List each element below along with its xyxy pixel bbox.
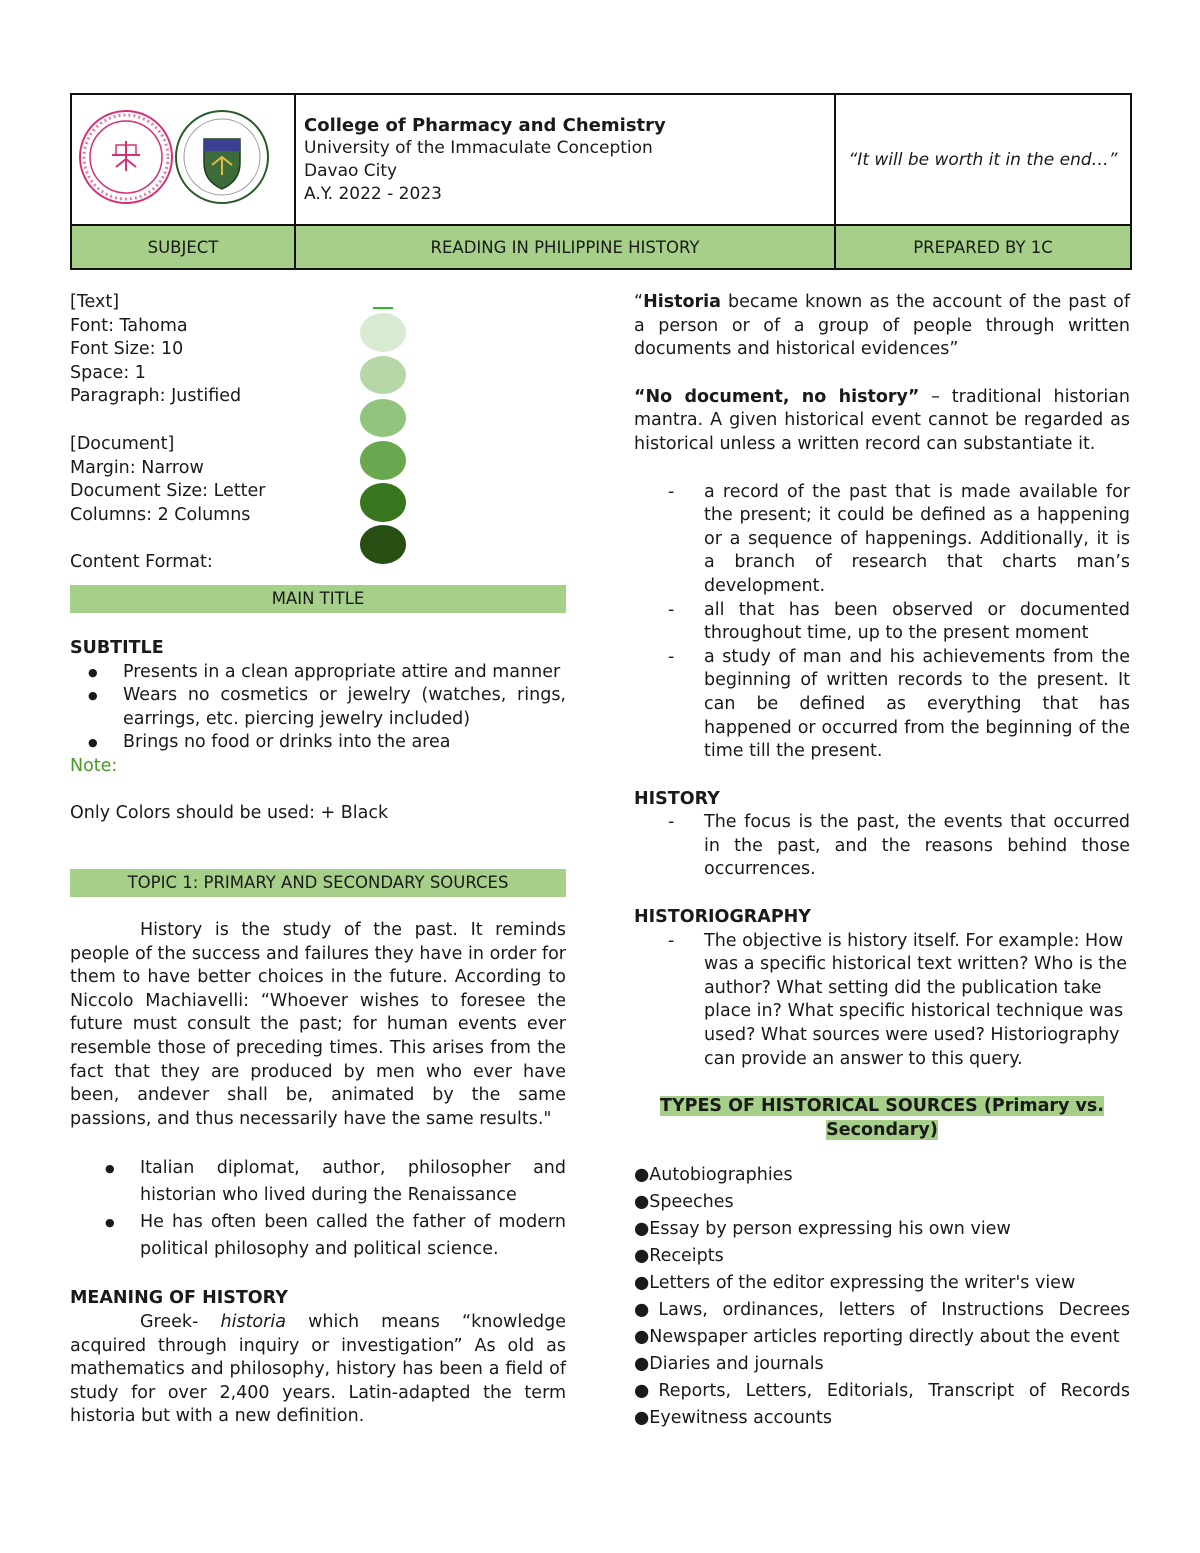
university-name: University of the Immaculate Conception	[304, 137, 653, 158]
historiography-def-list	[634, 930, 1130, 1072]
list-item: ●Laws, ordinances, letters of Instructions Decrees	[634, 1300, 1130, 1321]
list-item: ● Presents in a clean appropriate attire and manner	[123, 661, 566, 685]
meaning-paragraph	[70, 1311, 566, 1429]
logos-cell	[71, 94, 295, 225]
quote-open: “	[634, 292, 644, 312]
greek-word: historia	[220, 1312, 286, 1333]
academic-year: A.Y. 2022 - 2023	[304, 183, 442, 204]
list-item: ●Letters of the editor expressing the writer's view	[634, 1273, 1076, 1294]
city-name: Davao City	[304, 160, 398, 181]
meaning-heading: MEANING OF HISTORY	[70, 1288, 288, 1309]
list-item: ● Wears no cosmetics or jewelry (watches, rings, earrings, etc. piercing jewelry included)	[123, 684, 566, 731]
note-label: Note:	[70, 755, 118, 776]
right-column	[634, 291, 1130, 1432]
subject-label: SUBJECT	[71, 225, 295, 269]
list-item: ●Newspaper articles reporting directly about the event	[634, 1327, 1120, 1348]
historiography-heading: HISTORIOGRAPHY	[634, 907, 811, 928]
types-heading	[634, 1095, 1130, 1142]
greek-prefix: Greek-	[140, 1312, 199, 1333]
machiavelli-bullets	[70, 1155, 566, 1263]
list-item: - The objective is history itself. For example: How was a specific historical text written? Who is the author? What setting did the publication take place in? What specific historical technique was used? What sources were used? Historiography can provide an answer to this query.	[704, 930, 1130, 1072]
topic1-paragraph: History is the study of the past. It reminds people of the success and failures they have in order for them to have better choices in the future. According to Niccolo Machiavelli: “Whoever wishes to foresee the future must consult the past; for human events ever resemble those of preceding times. This arises from the fact that they are produced by men who ever have been, andever shall be, animated by the same passions, and thus necessarily have the same results."	[70, 920, 566, 1129]
colors-note: Only Colors should be used: + Black	[70, 802, 389, 823]
list-item: ●Essay by person expressing his own view	[634, 1219, 1011, 1240]
quote-cell: “It will be worth it in the end…”	[835, 94, 1131, 225]
historia-quote	[634, 291, 1130, 362]
list-item: ●Diaries and journals	[634, 1354, 824, 1375]
list-item: ● Brings no food or drinks into the area	[123, 731, 566, 755]
mantra-bold: “No document, no history”	[634, 386, 920, 407]
subject-value: READING IN PHILIPPINE HISTORY	[295, 225, 835, 269]
list-item: ●Autobiographies	[634, 1165, 793, 1186]
left-column	[70, 291, 566, 1429]
college-info-cell	[295, 94, 835, 225]
sources-list	[634, 1162, 1130, 1432]
greek-rest: which means “knowledge acquired through inquiry or investigation” As old as mathematics and philosophy, history has been a field of study for over 2,400 years. Latin-adapted the term historia but with a new definition.	[70, 1312, 566, 1427]
header-table	[70, 93, 1132, 270]
list-item: - a record of the past that is made available for the present; it could be defined as a happening or a sequence of happenings. Additionally, it is a branch of research that charts man’s development.	[704, 481, 1130, 599]
sample-bullet-list	[70, 661, 566, 755]
list-item: - a study of man and his achievements from the beginning of written records to the present. It can be defined as everything that has happened or occurred from the beginning of the time till the present.	[704, 646, 1130, 764]
university-seal-icon	[72, 95, 294, 219]
format-space: Space: 1	[70, 362, 146, 383]
historia-rest: became known as the account of the past of a person or of a group of people through written documents and historical evidences”	[634, 292, 1130, 360]
topic1-title-bar: TOPIC 1: PRIMARY AND SECONDARY SOURCES	[70, 869, 566, 897]
history-definitions	[634, 481, 1130, 764]
subtitle-heading: SUBTITLE	[70, 637, 164, 658]
types-heading-line1: TYPES OF HISTORICAL SOURCES (Primary vs.	[660, 1096, 1104, 1117]
history-heading: HISTORY	[634, 788, 720, 809]
list-item: ●Reports, Letters, Editorials, Transcript of Records	[634, 1381, 1130, 1402]
format-columns: Columns: 2 Columns	[70, 504, 251, 525]
mantra-rest: – traditional historian mantra. A given historical event cannot be regarded as historical unless a written record can substantiate it.	[634, 386, 1130, 454]
format-paragraph: Paragraph: Justified	[70, 386, 242, 407]
format-margin: Margin: Narrow	[70, 457, 204, 478]
list-item: ●Receipts	[634, 1246, 724, 1267]
list-item: ●Speeches	[634, 1192, 734, 1213]
list-item: - all that has been observed or documented throughout time, up to the present moment	[704, 599, 1130, 646]
mantra-paragraph	[634, 386, 1130, 457]
history-def-list	[634, 811, 1130, 882]
college-name: College of Pharmacy and Chemistry	[304, 114, 666, 136]
prepared-by: PREPARED BY 1C	[835, 225, 1131, 269]
format-font: Font: Tahoma	[70, 315, 188, 336]
types-heading-line2: Secondary)	[826, 1119, 938, 1140]
format-text-label: [Text]	[70, 292, 120, 312]
list-item: ● He has often been called the father of modern political philosophy and political science.	[140, 1209, 566, 1263]
format-document-label: [Document]	[70, 433, 175, 454]
main-title-bar: MAIN TITLE	[70, 585, 566, 613]
format-font-size: Font Size: 10	[70, 339, 184, 360]
list-item: ●Eyewitness accounts	[634, 1408, 832, 1429]
list-item: - The focus is the past, the events that occurred in the past, and the reasons behind those occurrences.	[704, 811, 1130, 882]
historia-bold: Historia	[643, 292, 721, 312]
list-item: ● Italian diplomat, author, philosopher and historian who lived during the Renaissance	[140, 1155, 566, 1209]
format-doc-size: Document Size: Letter	[70, 481, 266, 502]
content-format-label: Content Format:	[70, 552, 213, 573]
